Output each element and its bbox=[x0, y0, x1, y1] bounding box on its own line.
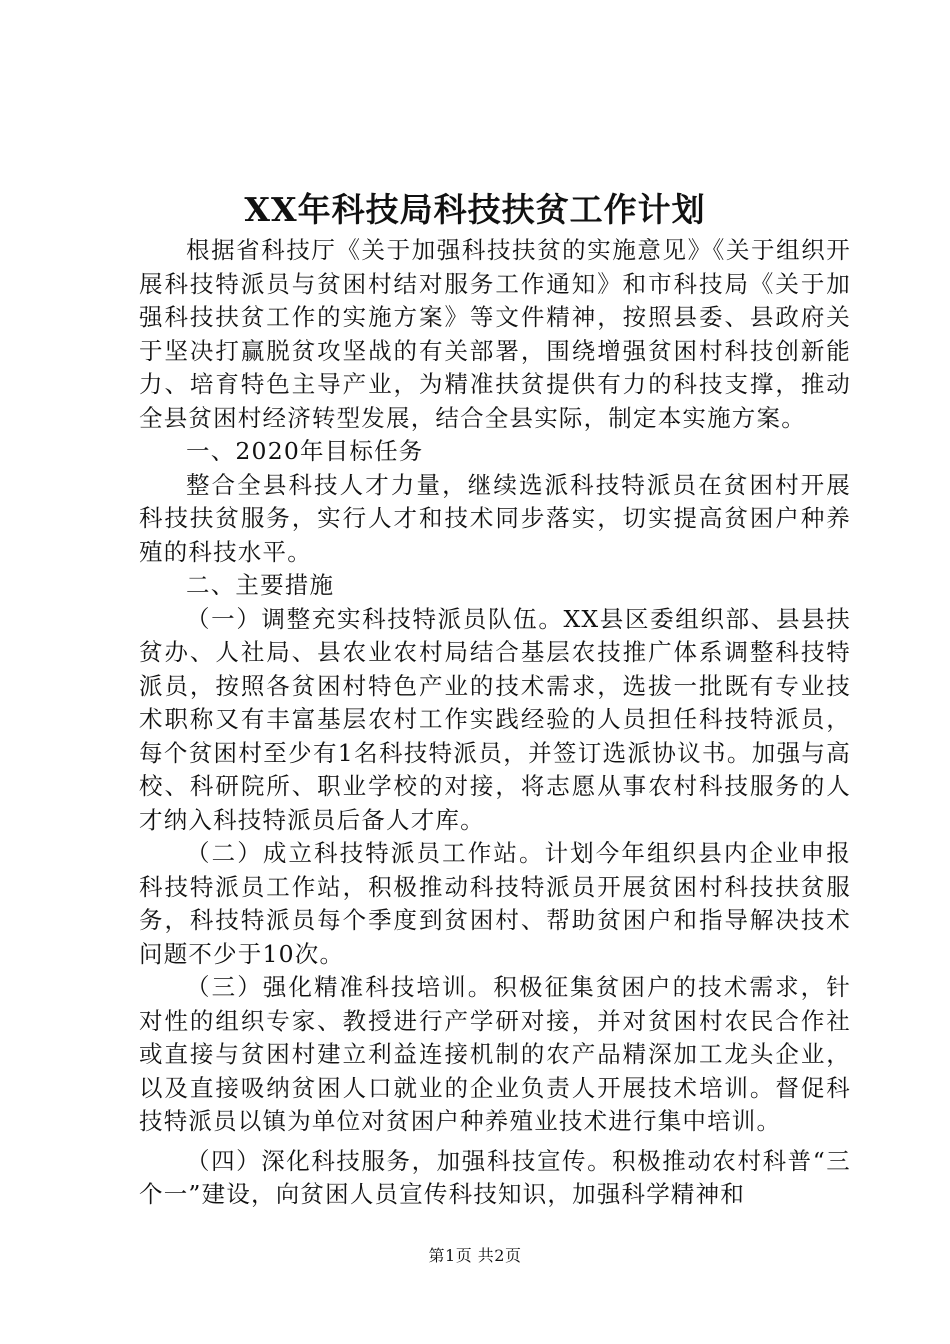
document-title: XX年科技局科技扶贫工作计划 bbox=[244, 190, 706, 229]
measure-paragraph-4: （四）深化科技服务，加强科技宣传。积极推动农村科普“三个一”建设，向贫困人员宣传科技知识，加强科学精神和 bbox=[139, 1146, 851, 1208]
section-heading-measures: 二、主要措施 bbox=[186, 571, 335, 599]
measure-paragraph-2: （二）成立科技特派员工作站。计划今年组织县内企业申报科技特派员工作站，积极推动科技特派员开展贫困村科技扶贫服务，科技特派员每个季度到贫困村、帮助贫困户和指导解决技术问题不少于10次。 bbox=[139, 839, 851, 968]
measure-paragraph-3: （三）强化精准科技培训。积极征集贫困户的技术需求，针对性的组织专家、教授进行产学研对接，并对贫困村农民合作社或直接与贫困村建立利益连接机制的农产品精深加工龙头企业，以及直接吸纳贫困人口就业的企业负责人开展技术培训。督促科技特派员以镇为单位对贫困户种养殖业技术进行集中培训。 bbox=[139, 973, 851, 1135]
page-footer: 第1页 共2页 bbox=[428, 1246, 522, 1265]
document-body bbox=[139, 234, 851, 1212]
section-heading-goals: 一、2020年目标任务 bbox=[186, 437, 424, 465]
goals-paragraph: 整合全县科技人才力量，继续选派科技特派员在贫困村开展科技扶贫服务，实行人才和技术同步落实，切实提高贫困户种养殖的科技水平。 bbox=[139, 470, 851, 566]
intro-paragraph: 根据省科技厅《关于加强科技扶贫的实施意见》《关于组织开展科技特派员与贫困村结对服务工作通知》和市科技局《关于加强科技扶贫工作的实施方案》等文件精神，按照县委、县政府关于坚决打赢脱贫攻坚战的有关部署，围绕增强贫困村科技创新能力、培育特色主导产业，为精准扶贫提供有力的科技支撑，推动全县贫困村经济转型发展，结合全县实际，制定本实施方案。 bbox=[139, 236, 851, 432]
measure-paragraph-1: （一）调整充实科技特派员队伍。XX县区委组织部、县县扶贫办、人社局、县农业农村局结合基层农技推广体系调整科技特派员，按照各贫困村特色产业的技术需求，选拔一批既有专业技术职称又有丰富基层农村工作实践经验的人员担任科技特派员，每个贫困村至少有1名科技特派员，并签订选派协议书。加强与高校、科研院所、职业学校的对接，将志愿从事农村科技服务的人才纳入科技特派员后备人才库。 bbox=[139, 604, 851, 834]
